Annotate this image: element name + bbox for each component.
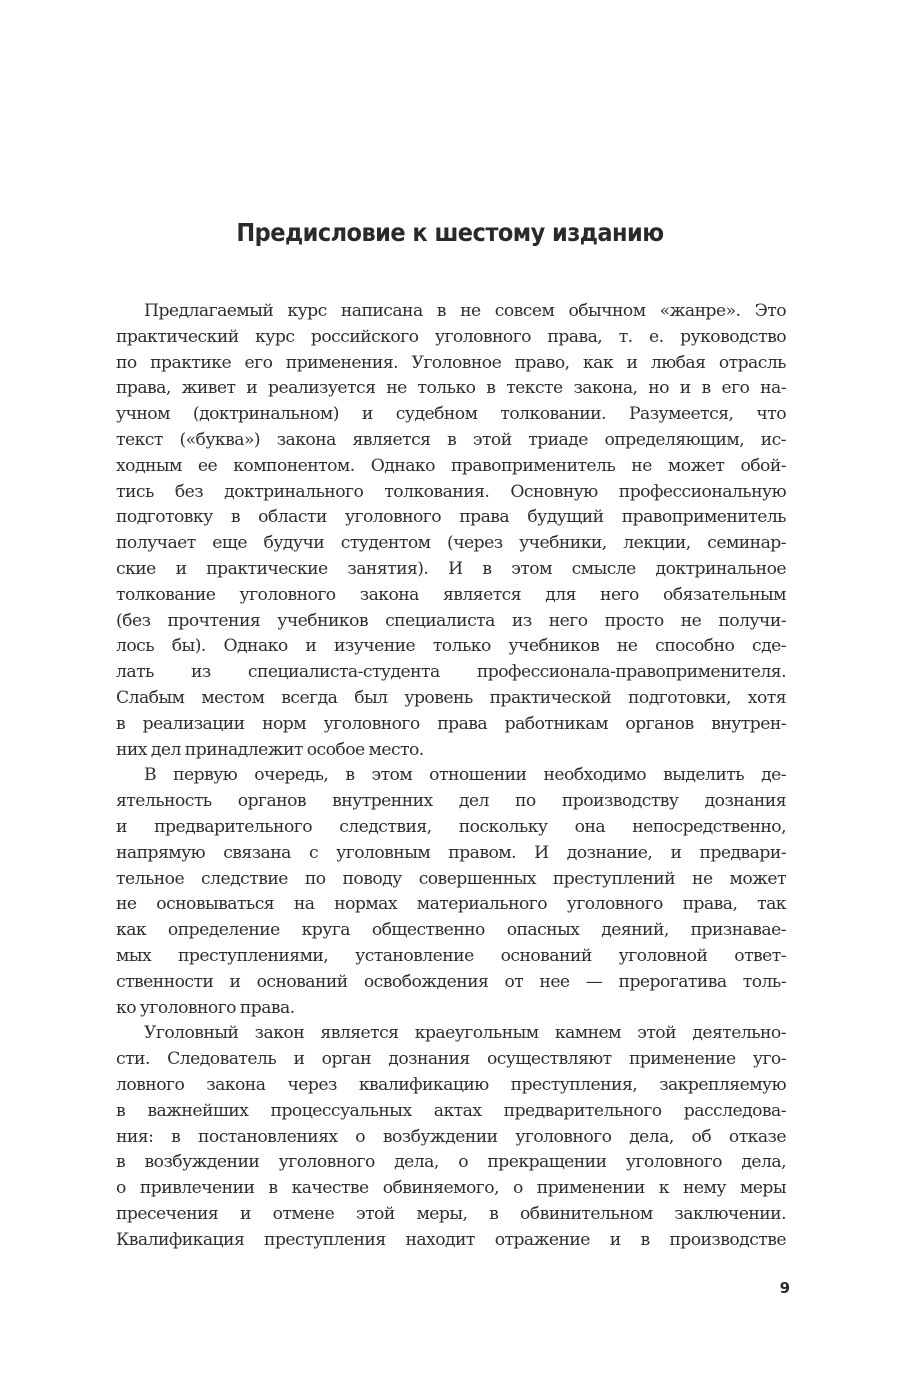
text-line: тельное следствие по поводу совершенных преступлений не может (116, 868, 786, 889)
text-line: сти. Следователь и орган дознания осуществляют применение уго- (116, 1049, 786, 1070)
chapter-title: Предисловие к шестому изданию (236, 218, 664, 247)
text-line: тись без доктринального толкования. Основную профессиональную (116, 481, 786, 502)
text-line: не основываться на нормах материального уголовного права, так (116, 894, 786, 915)
page-number: 9 (779, 1279, 790, 1297)
text-line: права, живет и реализуется не только в тексте закона, но и в его на- (116, 378, 786, 399)
text-line: ятельность органов внутренних дел по производству дознания (116, 791, 786, 812)
text-line: в важнейших процессуальных актах предварительного расследова- (116, 1100, 786, 1121)
text-line: Предлагаемый курс написана в не совсем обычном «жанре». Это (144, 301, 786, 321)
paragraph (116, 763, 786, 1021)
text-line: В первую очередь, в этом отношении необходимо выделить де- (144, 765, 786, 786)
text-line: в возбуждении уголовного дела, о прекращении уголовного дела, (116, 1152, 786, 1173)
text-line: как определение круга общественно опасных деяний, признавае- (116, 920, 786, 941)
text-line: практический курс российского уголовного права, т. е. руководство (116, 326, 786, 347)
text-line: ские и практические занятия). И в этом смысле доктринальное (116, 558, 786, 579)
text-line: ния: в постановлениях о возбуждении уголовного дела, об отказе (116, 1126, 786, 1147)
text-line: Слабым местом всегда был уровень практической подготовки, хотя (116, 687, 786, 708)
text-line: лать из специалиста-студента профессионала-правоприменителя. (116, 662, 786, 683)
text-line: Квалификация преступления находит отражение и в производстве (116, 1229, 786, 1250)
body-text (116, 299, 786, 1253)
text-line: мых преступлениями, установление оснований уголовной ответ- (116, 945, 786, 966)
text-line: (без прочтения учебников специалиста из него просто не получи- (116, 610, 786, 631)
text-line: них дел принадлежит особое место. (116, 739, 424, 760)
text-line: пресечения и отмене этой меры, в обвинительном заключении. (116, 1203, 786, 1224)
text-line: ко уголовного права. (116, 997, 295, 1018)
text-line: по практике его применения. Уголовное право, как и любая отрасль (116, 352, 786, 373)
text-line: лось бы). Однако и изучение только учебников не способно сде- (116, 636, 786, 657)
text-line: напрямую связана с уголовным правом. И дознание, и предвари- (116, 842, 786, 863)
text-line: текст («буква») закона является в этой триаде определяющим, ис- (116, 429, 786, 450)
text-line: ходным ее компонентом. Однако правоприменитель не может обой- (116, 455, 786, 476)
paragraph (116, 299, 786, 763)
text-line: и предварительного следствия, поскольку она непосредственно, (116, 816, 786, 837)
text-line: толкование уголовного закона является для него обязательным (116, 584, 786, 605)
text-line: получает еще будучи студентом (через учебники, лекции, семинар- (116, 533, 786, 554)
paragraph (116, 1021, 786, 1253)
text-line: о привлечении в качестве обвиняемого, о применении к нему меры (116, 1178, 786, 1199)
text-line: учном (доктринальном) и судебном толковании. Разумеется, что (116, 404, 786, 425)
text-line: Уголовный закон является краеугольным камнем этой деятельно- (144, 1023, 786, 1044)
text-line: подготовку в области уголовного права будущий правоприменитель (116, 507, 786, 528)
text-line: ственности и оснований освобождения от нее — прерогатива толь- (116, 971, 786, 992)
text-line: ловного закона через квалификацию преступления, закрепляемую (116, 1074, 786, 1095)
text-line: в реализации норм уголовного права работникам органов внутрен- (116, 713, 786, 734)
